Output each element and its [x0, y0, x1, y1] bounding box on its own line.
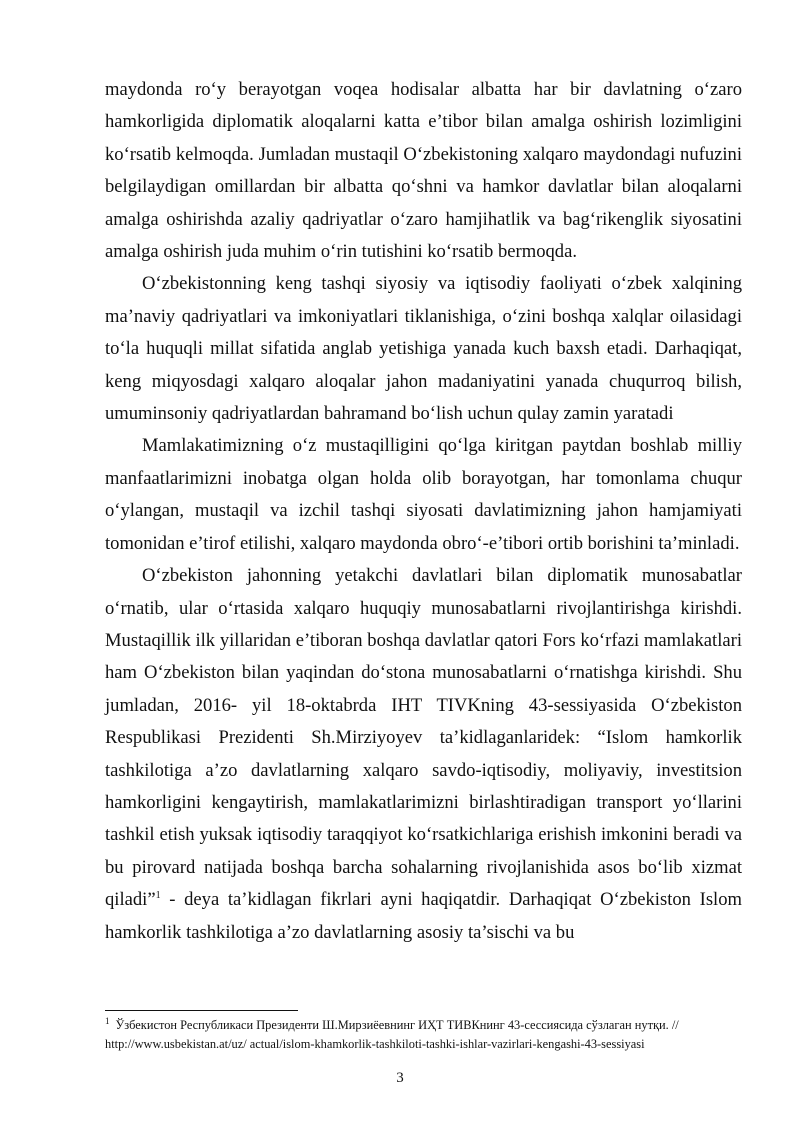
- footnote-reference: 1: [155, 889, 161, 901]
- footnote-text: Ўзбекистон Республикаси Президенти Ш.Мирзиёевнинг ИҲТ ТИВКнинг 43-сессиясида сўзлаган нутқи. //: [115, 1018, 679, 1032]
- body-text: [105, 74, 742, 949]
- footnote: [105, 1016, 745, 1053]
- paragraph-4: [105, 560, 742, 949]
- footnote-mark: 1: [105, 1015, 110, 1026]
- page-number: 3: [396, 1070, 404, 1086]
- paragraph-4-text: O‘zbekiston jahonning yetakchi davlatlari bilan diplomatik munosabatlar o‘rnatib, ular o‘rtasida xalqaro huquqiy munosabatlarni rivojlantirishga kirishdi. Mustaqillik ilk yillaridan e’tiboran boshqa davlatlar qatori Fors ko‘rfazi mamlakatlari ham O‘zbekiston bilan yaqindan do‘stona munosabatlarni o‘rnatishga kirishdi. Shu jumladan, 2016- yil 18-oktabrda IHT TIVKning 43-sessiyasida O‘zbekiston Respublikasi Prezidenti Sh.Mirziyoyev ta’kidlaganlaridek: “Islom hamkorlik tashkilotiga a’zo davlatlarning xalqaro savdo-iqtisodiy, moliyaviy, investitsion hamkorligini kengaytirish, mamlakatlarimizni birlashtiradigan transport yo‘llarini tashkil etish yuksak iqtisodiy taraqqiyot ko‘rsatkichlariga erishish imkonini beradi va bu pirovard natijada boshqa barcha sohalarning rivojlanishida asos bo‘lib xizmat qiladi”: [105, 565, 742, 911]
- paragraph-4-continuation: - deya ta’kidlagan fikrlari ayni haqiqatdir. Darhaqiqat O‘zbekiston Islom hamkorlik tashkilotiga a’zo davlatlarning asosiy ta’sischi va bu: [105, 889, 742, 943]
- footnote-separator: [105, 1010, 298, 1011]
- footnote-url[interactable]: http://www.usbekistan.at/uz/ actual/islom-khamkorlik-tashkiloti-tashki-ishlar-vazirlari-kengashi-43-sessiyasi: [105, 1036, 645, 1051]
- paragraph-1: maydonda ro‘y berayotgan voqea hodisalar albatta har bir davlatning o‘zaro hamkorligida diplomatik aloqalarni katta e’tibor bilan amalga oshirish lozimligini ko‘rsatib kelmoqda. Jumladan mustaqil O‘zbekistoning xalqaro maydondagi nufuzini belgilaydigan omillardan bir albatta qo‘shni va hamkor davlatlar bilan aloqalarni amalga oshirishda azaliy qadriyatlar o‘zaro hamjihatlik va bag‘rikenglik siyosatini amalga oshirish juda muhim o‘rin tutishini ko‘rsatib bermoqda.: [105, 79, 742, 263]
- footnote-line-1: [105, 1016, 745, 1035]
- paragraph-3: Mamlakatimizning o‘z mustaqilligini qo‘lga kiritgan paytdan boshlab milliy manfaatlarimizni inobatga olgan holda olib borayotgan, har tomonlama chuqur o‘ylangan, mustaqil va izchil tashqi siyosati davlatimizning jahon hamjamiyati tomonidan e’tirof etilishi, xalqaro maydonda obro‘-e’tibori ortib borishini ta’minladi.: [105, 435, 742, 554]
- paragraph-2: O‘zbekistonning keng tashqi siyosiy va iqtisodiy faoliyati o‘zbek xalqining ma’naviy qadriyatlari va imkoniyatlari tiklanishiga, o‘zini boshqa xalqlar oilasidagi to‘la huquqli millat sifatida anglab yetishiga yanada kuch baxsh etadi. Darhaqiqat, keng miqyosdagi xalqaro aloqalar jahon madaniyatini yanada chuqurroq bilish, umuminsoniy qadriyatlardan bahramand bo‘lish uchun qulay zamin yaratadi: [105, 273, 742, 425]
